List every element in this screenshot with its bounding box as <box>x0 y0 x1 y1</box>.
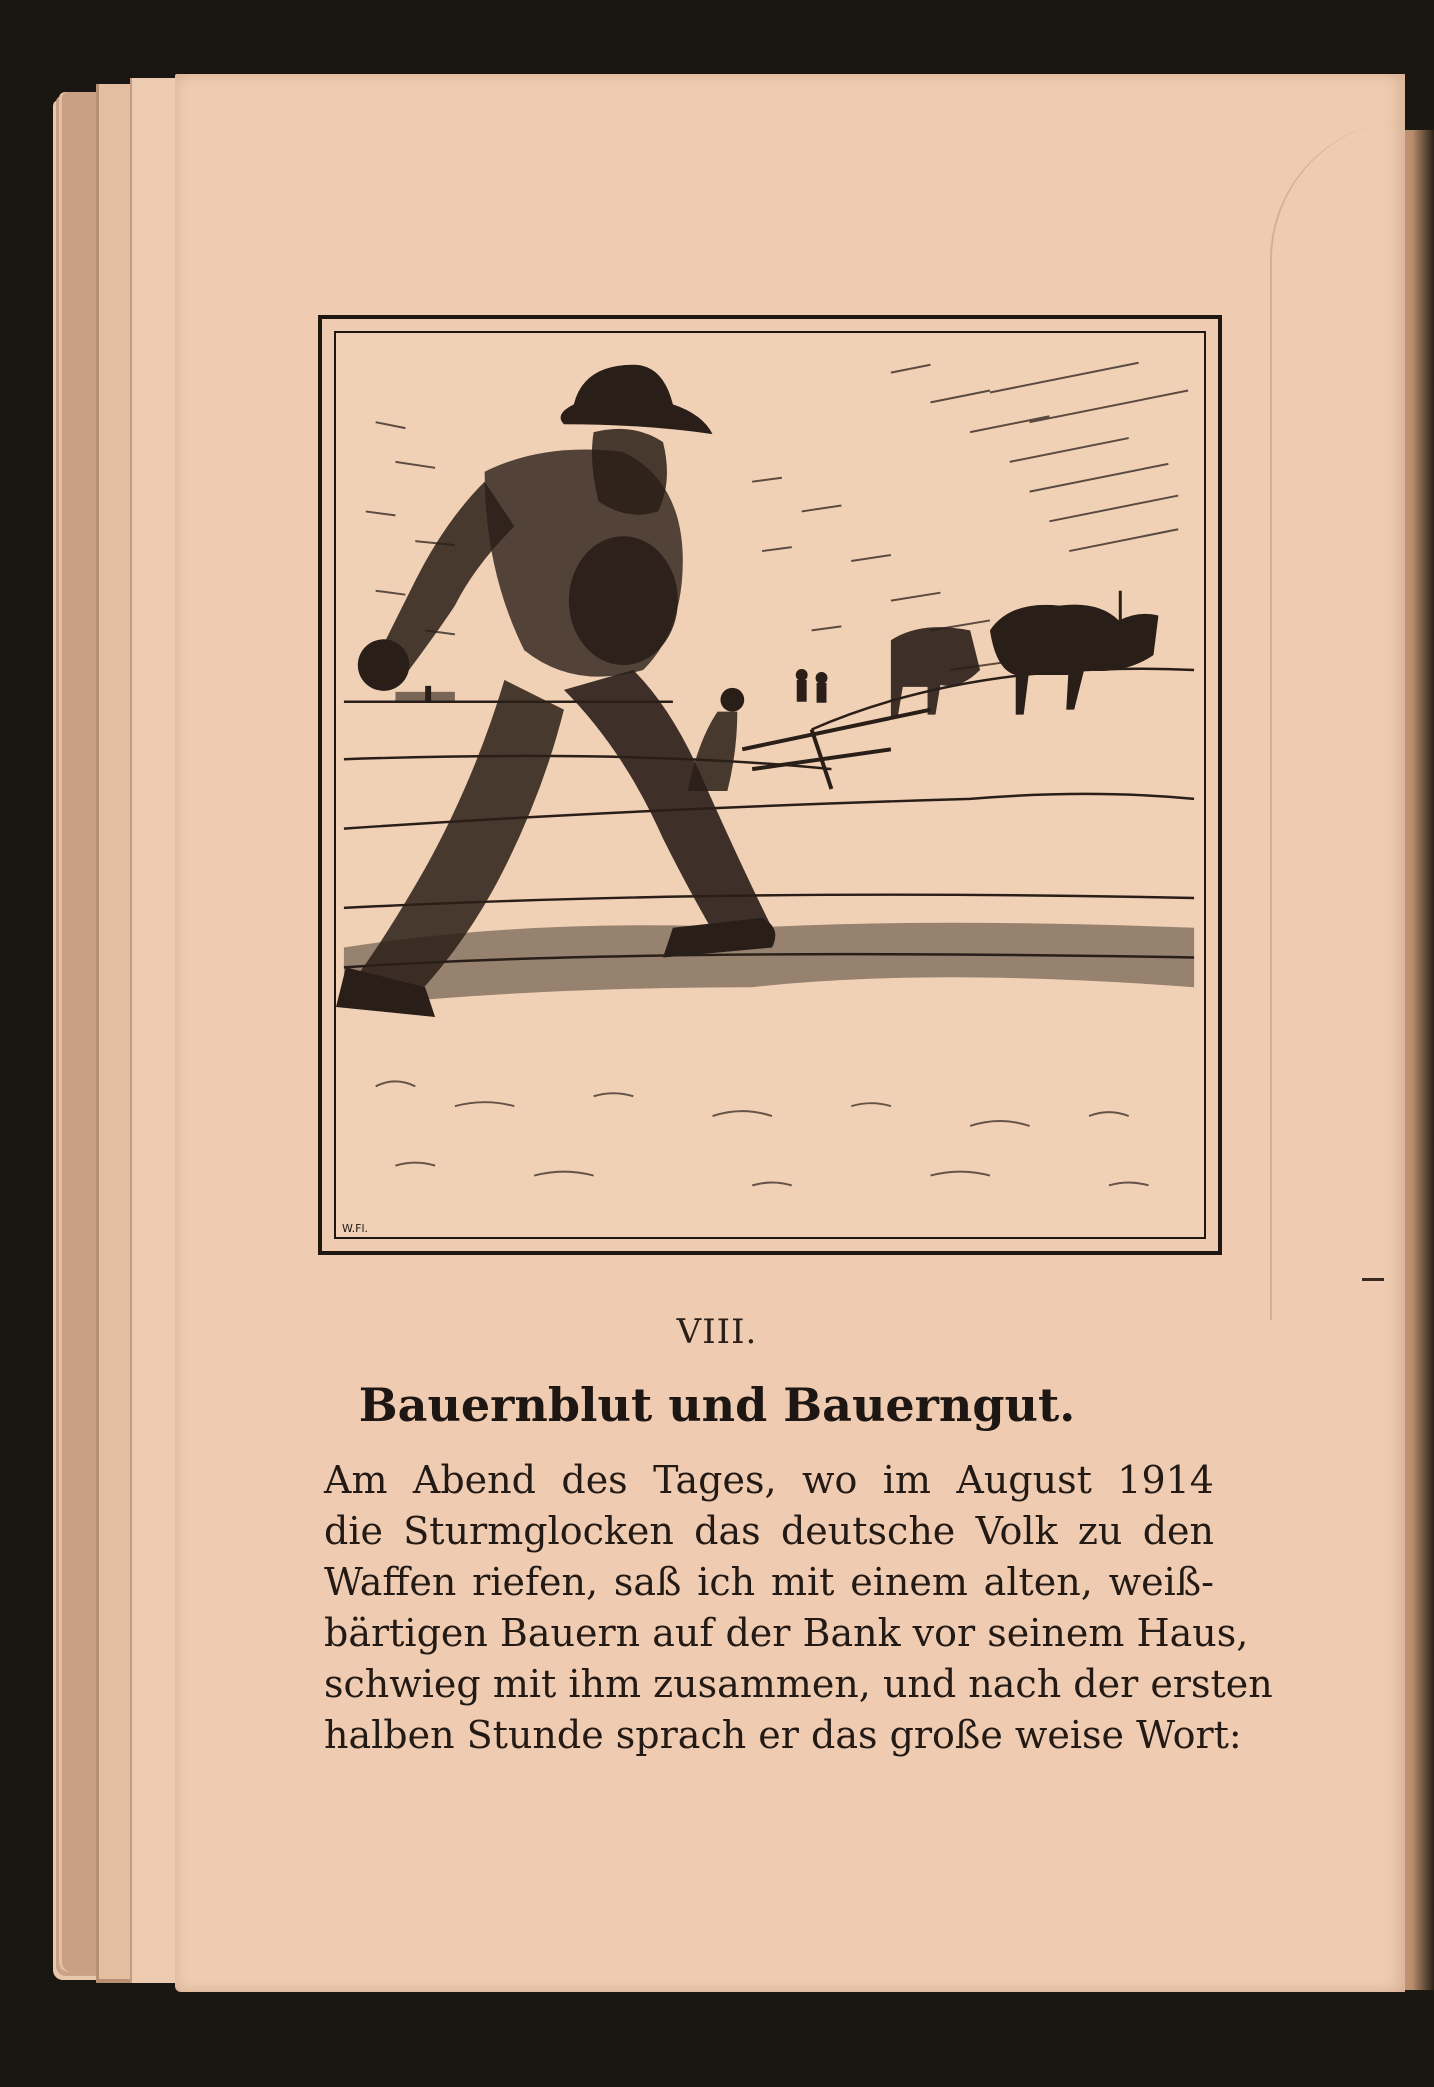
distant-village <box>395 686 454 702</box>
chapter-title: Bauernblut und Bauerngut. <box>358 1378 1076 1432</box>
body-line: schwieg mit ihm zusammen, und nach der ersten <box>324 1662 1273 1706</box>
page-fold-shadow <box>1270 120 1412 1320</box>
chapter-number: VIII. <box>676 1312 758 1352</box>
oxen-team <box>891 591 1159 717</box>
sower-illustration-svg <box>336 333 1204 1237</box>
body-line: die Sturmglocken das deutsche Volk zu den <box>324 1509 1214 1553</box>
artist-signature: W.Fl. <box>342 1222 368 1235</box>
body-line: bärtigen Bauern auf der Bank vor seinem Haus, <box>324 1611 1249 1655</box>
distant-figures <box>796 669 828 703</box>
body-text <box>324 1455 1273 1761</box>
soil-marks <box>376 1081 1149 1185</box>
body-line: halben Stunde sprach er das große weise Wort: <box>324 1713 1242 1757</box>
illustration-frame <box>318 315 1222 1255</box>
body-line: Waffen riefen, saß ich mit einem alten, weiß- <box>324 1560 1214 1604</box>
illustration <box>334 331 1206 1239</box>
margin-mark <box>1362 1278 1384 1281</box>
plough <box>742 710 930 789</box>
body-line: Am Abend des Tages, wo im August 1914 <box>324 1458 1214 1502</box>
